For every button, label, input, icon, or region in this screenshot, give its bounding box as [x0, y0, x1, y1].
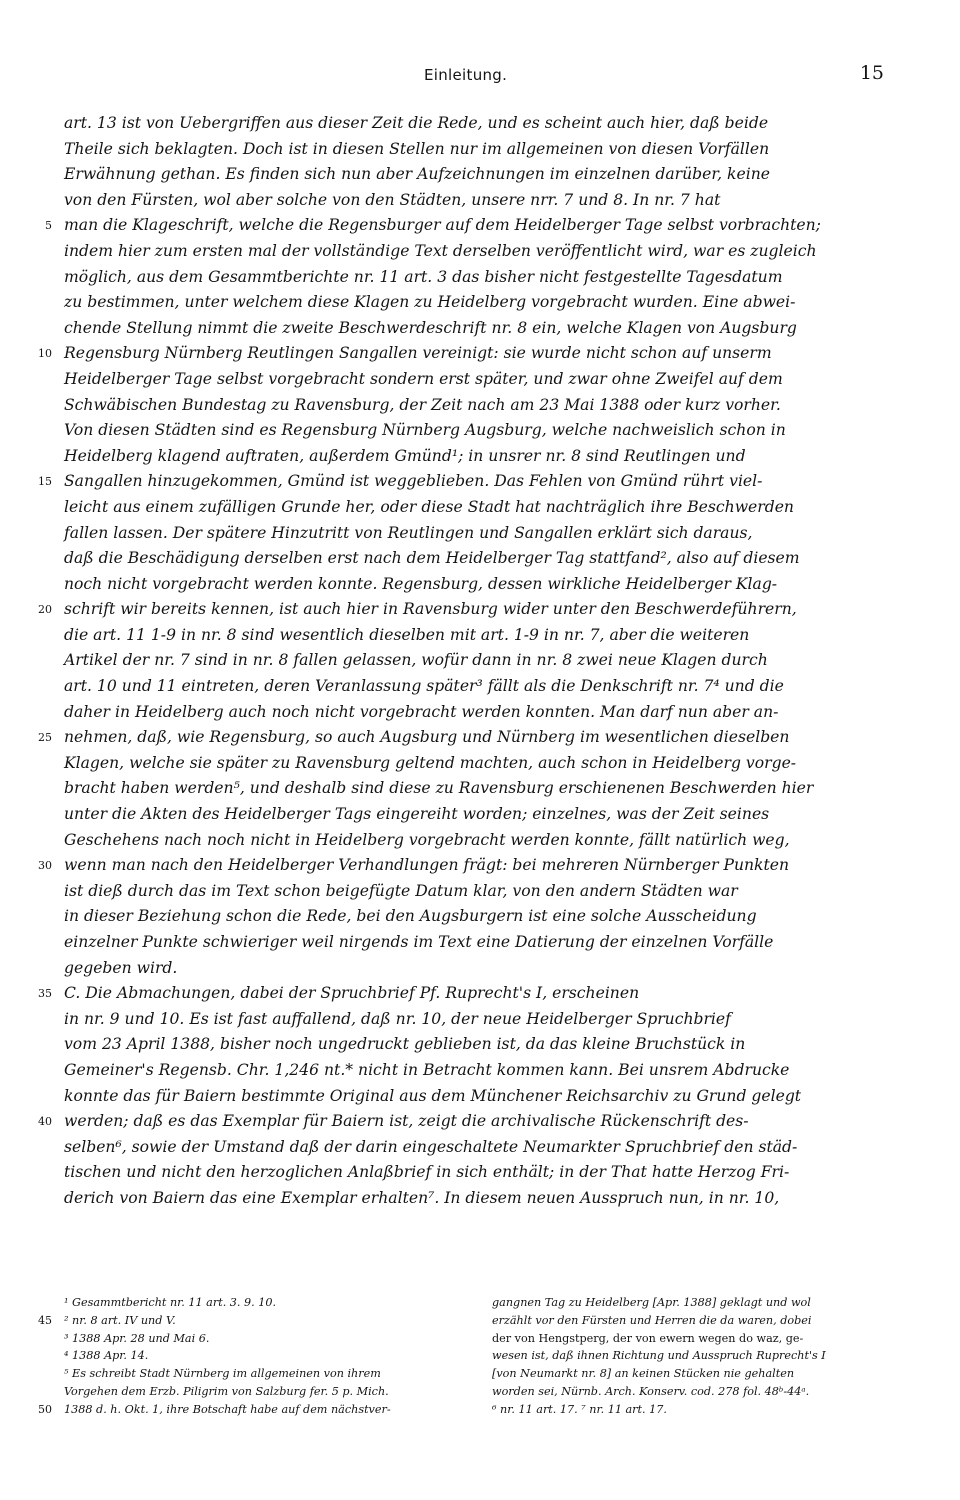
footnote-line: worden sei, Nürnb. Arch. Konserv. cod. 278 fol. 48ᵇ-44ᵃ. — [492, 1384, 810, 1398]
line-text: Heidelberger Tage selbst vorgebracht sondern erst später, und zwar ohne Zweifel auf dem — [64, 369, 783, 388]
footnote-line — [64, 1365, 484, 1383]
text-line — [64, 776, 894, 802]
text-line — [64, 1058, 894, 1084]
text-line — [64, 521, 894, 547]
text-line — [64, 495, 894, 521]
text-line — [45, 213, 894, 239]
text-line — [64, 904, 894, 930]
text-line — [64, 1135, 894, 1161]
footnote-line — [64, 1347, 484, 1365]
text-line — [38, 981, 894, 1007]
line-text: gegeben wird. — [64, 958, 178, 977]
text-line — [64, 802, 894, 828]
text-line — [64, 265, 894, 291]
text-line — [64, 828, 894, 854]
line-text: daß die Beschädigung derselben erst nach dem Heidelberger Tag stattfand², also auf diesem — [64, 549, 800, 568]
text-line — [38, 597, 894, 623]
line-number: 35 — [38, 987, 52, 1001]
text-line — [64, 623, 894, 649]
line-text: Klagen, welche sie später zu Ravensburg geltend machten, auch schon in Heidelberg vorge- — [64, 753, 797, 772]
line-text: chende Stellung nimmt die zweite Beschwerdeschrift nr. 8 ein, welche Klagen von Augsburg — [64, 318, 797, 337]
footnote-line — [64, 1330, 484, 1348]
page-number: 15 — [859, 62, 884, 84]
text-line — [64, 444, 894, 470]
text-line — [64, 572, 894, 598]
text-line — [64, 546, 894, 572]
line-text: art. 13 ist von Uebergriffen aus dieser Zeit die Rede, und es scheint auch hier, daß beide — [64, 114, 769, 132]
line-number: 30 — [38, 859, 52, 873]
footnote-line — [38, 1312, 484, 1330]
text-line — [38, 725, 894, 751]
text-line — [64, 879, 894, 905]
line-text: derich von Baiern das eine Exemplar erhalten⁷. In diesem neuen Ausspruch nun, in nr. 10, — [64, 1188, 780, 1207]
text-line — [64, 956, 894, 982]
line-text: Gemeiner's Regensb. Chr. 1,246 nt.* nicht in Betracht kommen kann. Bei unsrem Abdrucke — [64, 1060, 790, 1079]
footnote-line: erzählt vor den Fürsten und Herren die da waren, dobei — [492, 1313, 812, 1327]
text-line — [38, 341, 894, 367]
line-text: Erwähnung gethan. Es finden sich nun aber Aufzeichnungen im einzelnen darüber, keine — [64, 165, 770, 184]
line-text: daher in Heidelberg auch noch nicht vorgebracht werden konnten. Man darf nun aber an- — [64, 702, 779, 721]
line-number: 40 — [38, 1115, 52, 1129]
line-text: selben⁶, sowie der Umstand daß der darin eingeschaltete Neumarkter Spruchbrief den städ- — [64, 1137, 798, 1156]
page-header — [64, 62, 884, 92]
footnote-text: ⁵ Es schreibt Stadt Nürnberg im allgemeinen von ihrem — [64, 1367, 381, 1381]
line-text: wenn man nach den Heidelberger Verhandlungen frägt: bei mehreren Nürnberger Punkten — [64, 856, 790, 875]
running-title: Einleitung. — [424, 66, 508, 84]
line-text: schrift wir bereits kennen, ist auch hier in Ravensburg wider unter den Beschwerdeführern, — [64, 600, 797, 619]
line-text: C. Die Abmachungen, dabei der Spruchbrief Pf. Ruprecht's I, erscheinen — [64, 984, 640, 1003]
footnotes — [38, 1294, 904, 1454]
text-line — [64, 316, 894, 342]
footnotes-right-column — [492, 1294, 902, 1419]
text-line — [64, 162, 894, 188]
line-text: Artikel der nr. 7 sind in nr. 8 fallen gelassen, wofür dann in nr. 8 zwei neue Klagen durch — [64, 651, 768, 670]
line-text: noch nicht vorgebracht werden konnte. Regensburg, dessen wirkliche Heidelberger Klag- — [64, 574, 778, 593]
footnote-line — [38, 1401, 484, 1419]
body-text — [38, 111, 894, 1212]
text-line — [64, 930, 894, 956]
text-line — [38, 1109, 894, 1135]
line-text: unter die Akten des Heidelberger Tags eingereiht worden; einzelnes, was der Zeit seines — [64, 805, 770, 824]
line-text: art. 10 und 11 eintreten, deren Veranlassung später³ fällt als die Denkschrift nr. 7⁴ und die — [64, 677, 784, 696]
line-number: 50 — [38, 1402, 52, 1416]
text-line — [64, 111, 894, 137]
line-text: in nr. 9 und 10. Es ist fast auffallend, daß nr. 10, der neue Heidelberger Spruchbrief — [64, 1009, 731, 1028]
line-text: Heidelberg klagend auftraten, außerdem Gmünd¹; in unsrer nr. 8 sind Reutlingen und — [64, 446, 746, 465]
line-text: vom 23 April 1388, bisher noch ungedruckt geblieben ist, da das kleine Bruchstück in — [64, 1035, 746, 1054]
footnote-text: ² nr. 8 art. IV und V. — [64, 1313, 176, 1327]
line-number: 10 — [38, 347, 52, 361]
text-line — [64, 367, 894, 393]
text-line — [64, 648, 894, 674]
line-number: 20 — [38, 603, 52, 617]
line-text: ist dieß durch das im Text schon beigefügte Datum klar, von den andern Städten war — [64, 881, 738, 900]
line-text: fallen lassen. Der spätere Hinzutritt von Reutlingen und Sangallen erklärt sich daraus, — [64, 523, 753, 542]
text-line — [38, 853, 894, 879]
line-text: von den Fürsten, wol aber solche von den Städten, unsere nrr. 7 und 8. In nr. 7 hat — [64, 190, 721, 209]
line-text: konnte das für Baiern bestimmte Original aus dem Münchener Reichsarchiv zu Grund gelegt — [64, 1086, 802, 1105]
line-text: Sangallen hinzugekommen, Gmünd ist weggeblieben. Das Fehlen von Gmünd rührt viel- — [64, 472, 763, 491]
text-line — [64, 700, 894, 726]
text-line — [64, 1007, 894, 1033]
text-line — [64, 751, 894, 777]
line-text: möglich, aus dem Gesammtberichte nr. 11 art. 3 das bisher nicht festgestellte Tagesdatum — [64, 267, 783, 286]
text-line — [64, 1032, 894, 1058]
line-text: leicht aus einem zufälligen Grunde her, oder diese Stadt hat nachträglich ihre Beschwerden — [64, 497, 794, 516]
line-number: 25 — [38, 731, 52, 745]
footnote-line — [64, 1383, 484, 1401]
line-text: in dieser Beziehung schon die Rede, bei den Augsburgern ist eine solche Ausscheidung — [64, 907, 757, 926]
line-text: Geschehens nach noch nicht in Heidelberg vorgebracht werden konnte, fällt natürlich weg, — [64, 830, 790, 849]
text-line — [64, 188, 894, 214]
line-number: 15 — [38, 475, 52, 489]
footnote-text: 1388 d. h. Okt. 1, ihre Botschaft habe auf dem nächstver- — [64, 1402, 391, 1416]
line-text: werden; daß es das Exemplar für Baiern ist, zeigt die archivalische Rückenschrift des- — [64, 1112, 749, 1131]
line-text: Von diesen Städten sind es Regensburg Nürnberg Augsburg, welche nachweislich schon in — [64, 421, 786, 440]
footnotes-left-column — [38, 1294, 484, 1419]
text-line — [38, 469, 894, 495]
line-number: 5 — [45, 219, 52, 233]
line-text: zu bestimmen, unter welchem diese Klagen zu Heidelberg vorgebracht wurden. Eine abwei- — [64, 293, 796, 312]
text-line — [64, 137, 894, 163]
line-text: Schwäbischen Bundestag zu Ravensburg, der Zeit nach am 23 Mai 1388 oder kurz vorher. — [64, 395, 781, 414]
footnote-line: wesen ist, daß ihnen Richtung und Ausspruch Ruprecht's I — [492, 1349, 826, 1363]
footnote-line: ⁶ nr. 11 art. 17. ⁷ nr. 11 art. 17. — [492, 1402, 667, 1416]
text-line — [64, 1186, 894, 1212]
text-line — [64, 674, 894, 700]
footnote-text: Vorgehen dem Erzb. Piligrim von Salzburg fer. 5 p. Mich. — [64, 1384, 389, 1398]
line-text: einzelner Punkte schwieriger weil nirgends im Text eine Datierung der einzelnen Vorfälle — [64, 933, 774, 951]
footnote-text: ¹ Gesammtbericht nr. 11 art. 3. 9. 10. — [64, 1296, 277, 1309]
line-text: indem hier zum ersten mal der vollständige Text derselben veröffentlicht wird, war es zugleich — [64, 241, 817, 260]
text-line — [64, 393, 894, 419]
text-line — [64, 418, 894, 444]
text-line — [64, 239, 894, 265]
footnote-line: der von Hengstperg, der von ewern wegen do waz, ge- — [492, 1331, 804, 1345]
line-text: tischen und nicht den herzoglichen Anlaßbrief in sich enthält; in der That hatte Herzog Fri- — [64, 1163, 790, 1182]
footnote-text: ³ 1388 Apr. 28 und Mai 6. — [64, 1331, 210, 1345]
footnote-line — [64, 1294, 484, 1312]
text-line — [64, 290, 894, 316]
footnote-line: gangnen Tag zu Heidelberg [Apr. 1388] geklagt und wol — [492, 1296, 811, 1309]
text-line — [64, 1160, 894, 1186]
line-text: Regensburg Nürnberg Reutlingen Sangallen vereinigt: sie wurde nicht schon auf unserm — [64, 344, 772, 363]
line-text: man die Klageschrift, welche die Regensburger auf dem Heidelberger Tage selbst vorbrachten; — [64, 216, 821, 235]
line-text: die art. 11 1-9 in nr. 8 sind wesentlich dieselben mit art. 1-9 in nr. 7, aber die weiteren — [64, 625, 750, 644]
line-text: bracht haben werden⁵, und deshalb sind diese zu Ravensburg erschienenen Beschwerden hier — [64, 779, 814, 798]
line-text: Theile sich beklagten. Doch ist in diesen Stellen nur im allgemeinen von diesen Vorfällen — [64, 139, 770, 158]
footnote-text: ⁴ 1388 Apr. 14. — [64, 1349, 149, 1363]
line-number: 45 — [38, 1313, 52, 1327]
footnote-line: [von Neumarkt nr. 8] an keinen Stücken nie gehalten — [492, 1367, 795, 1381]
text-line — [64, 1084, 894, 1110]
line-text: nehmen, daß, wie Regensburg, so auch Augsburg und Nürnberg im wesentlichen dieselben — [64, 728, 790, 747]
